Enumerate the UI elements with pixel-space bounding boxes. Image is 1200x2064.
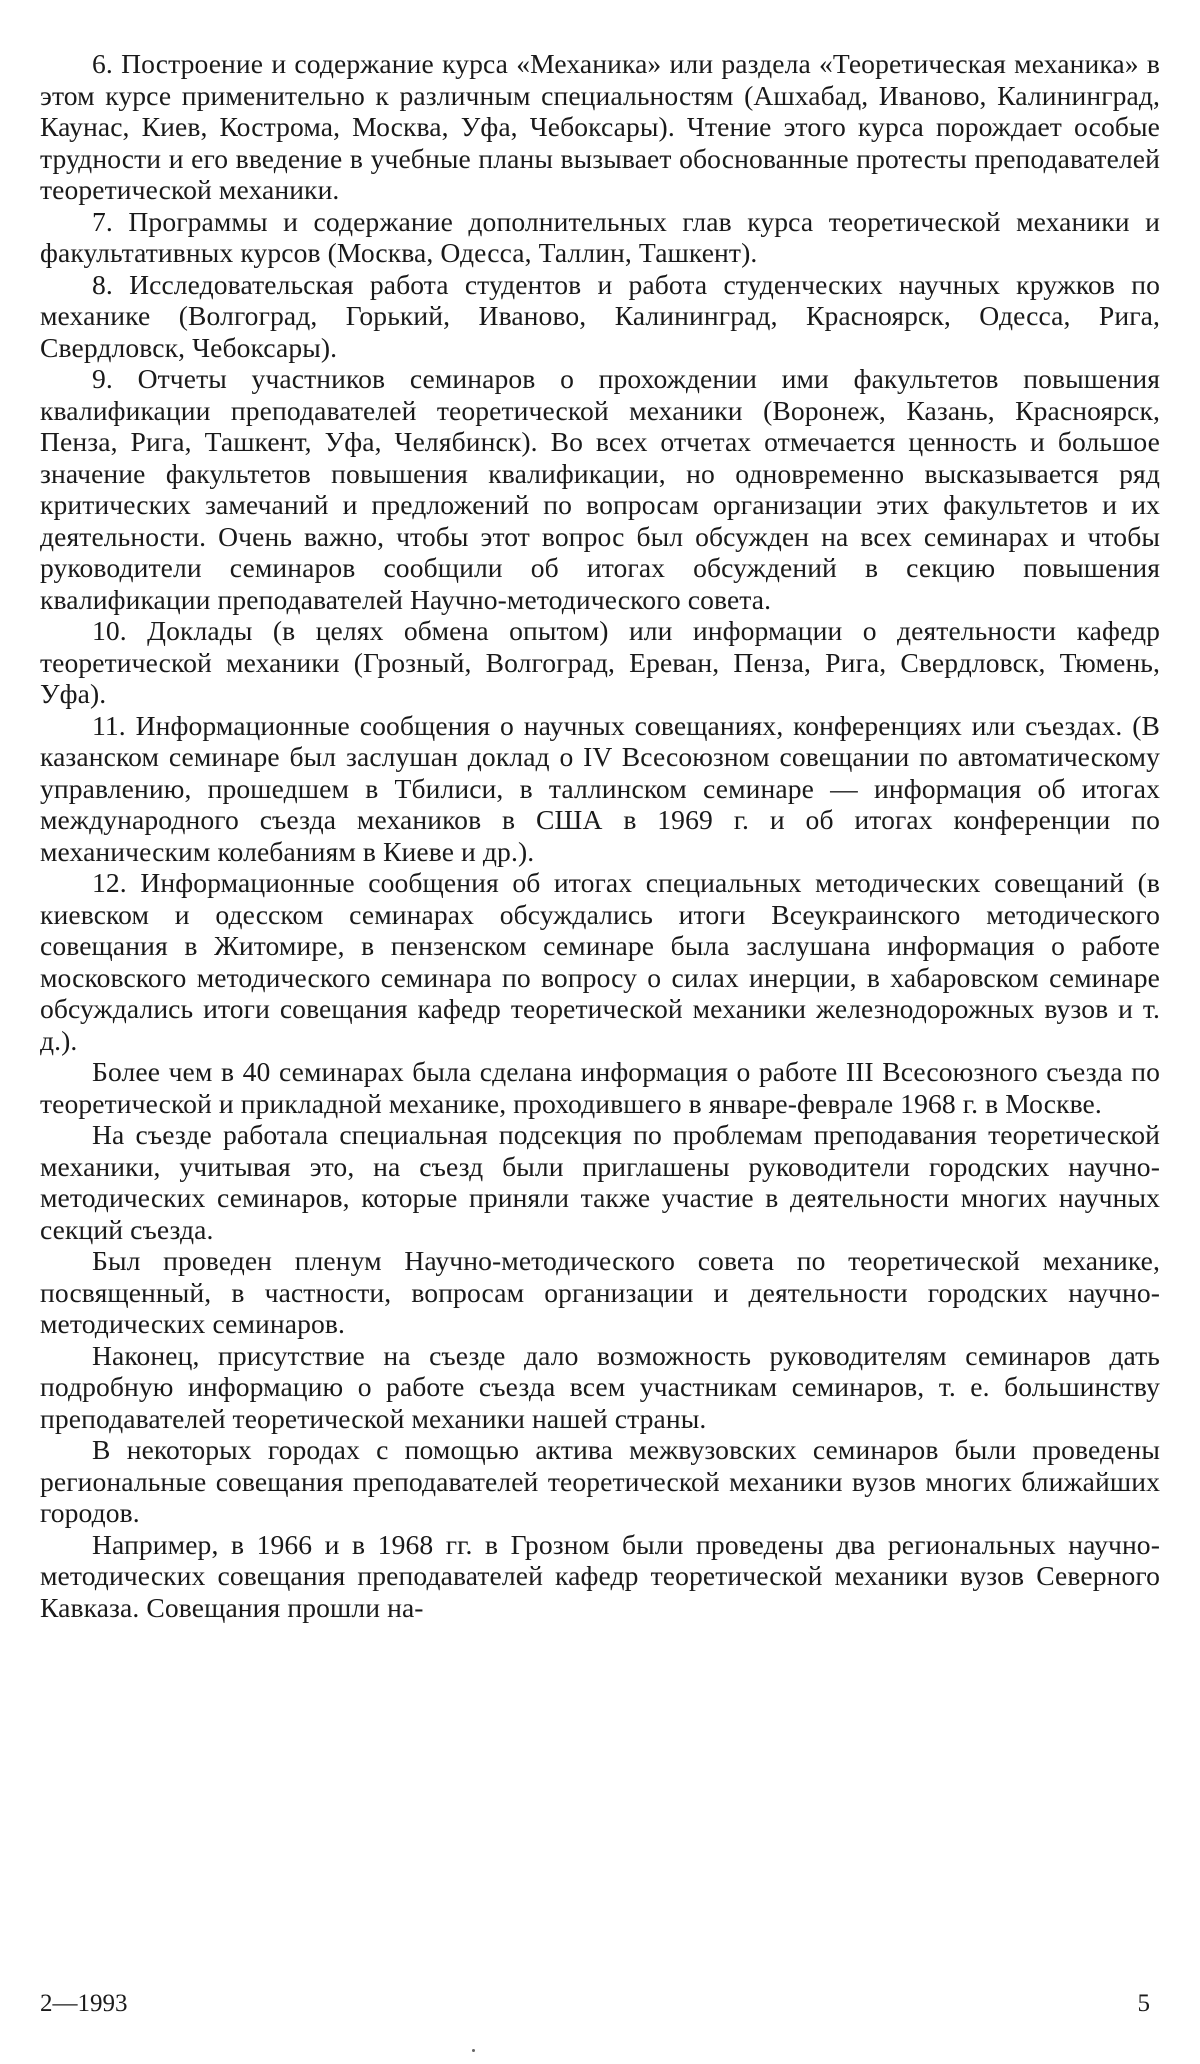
scan-speck — [472, 2049, 475, 2052]
paragraph-plenum: Был проведен пленум Научно-методического совета по теоретической механике, посвященный, в частности, вопросам организации и деятельности городских научно-методических семинаров. — [40, 1245, 1160, 1339]
paragraph-item-8: 8. Исследовательская работа студентов и работа студенческих научных кружков по механике (Волгоград, Горький, Иваново, Калининград, Красноярск, Одесса, Рига, Свердловск, Чебоксары). — [40, 268, 1160, 363]
paragraph-item-10: 10. Доклады (в целях обмена опытом) или информации о деятельности кафедр теоретической механики (Грозный, Волгоград, Ереван, Пенза, Рига, Свердловск, Тюмень, Уфа). — [40, 615, 1160, 709]
paragraph-congress-info: Более чем в 40 семинарах была сделана информация о работе III Всесоюзного съезда по теоретической и прикладной механике, проходившего в январе-феврале 1968 г. в Москве. — [40, 1056, 1160, 1119]
paragraph-item-6: 6. Построение и содержание курса «Механика» или раздела «Теоретическая механика» в этом курсе применительно к различным специальностям (Ашхабад, Иваново, Калининград, Каунас, Киев, Кострома, Москва, Уфа, Чебоксары). Чтение этого курса порождает особые трудности и его введение в учебные планы вызывает обоснованные протесты преподавателей теоретической механики. — [40, 48, 1160, 205]
page-number: 5 — [1137, 1990, 1150, 2017]
page-footer — [40, 1990, 1160, 2024]
paragraph-regional-meetings: В некоторых городах с помощью актива межвузовских семинаров были проведены региональные совещания преподавателей теоретической механики вузов многих ближайших городов. — [40, 1434, 1160, 1528]
paragraph-congress-subsection: На съезде работала специальная подсекция по проблемам преподавания теоретической механики, учитывая это, на съезд были приглашены руководители городских научно-методических семинаров, которые приняли также участие в деятельности многих научных секций съезда. — [40, 1119, 1160, 1245]
paragraph-item-7: 7. Программы и содержание дополнительных глав курса теоретической механики и факультативных курсов (Москва, Одесса, Таллин, Ташкент). — [40, 205, 1160, 268]
paragraph-congress-presence: Наконец, присутствие на съезде дало возможность руководителям семинаров дать подробную информацию о работе съезда всем участникам семинаров, т. е. большинству преподавателей теоретической механики нашей страны. — [40, 1339, 1160, 1434]
printer-signature: 2—1993 — [40, 1990, 128, 2017]
paragraph-item-12: 12. Информационные сообщения об итогах специальных методических совещаний (в киевском и одесском семинарах обсуждались итоги Всеукраинского методического совещания в Житомире, в пензенском семинаре была заслушана информация о работе московского методического семинара по вопросу о силах инерции, в хабаровском семинаре обсуждались итоги совещания кафедр теоретической механики железнодорожных вузов и т. д.). — [40, 867, 1160, 1056]
paragraph-item-11: 11. Информационные сообщения о научных совещаниях, конференциях или съездах. (В казанском семинаре был заслушан доклад о IV Всесоюзном совещании по автоматическому управлению, прошедшем в Тбилиси, в таллинском семинаре — информация об итогах международного съезда механиков в США в 1969 г. и об итогах конференции по механическим колебаниям в Киеве и др.). — [40, 709, 1160, 867]
page-text — [40, 48, 1160, 1623]
paragraph-grozny-example: Например, в 1966 и в 1968 гг. в Грозном были проведены два региональных научно-методических совещания преподавателей кафедр теоретической механики вузов Северного Кавказа. Совещания прошли на- — [40, 1528, 1160, 1623]
paragraph-item-9: 9. Отчеты участников семинаров о прохождении ими факультетов повышения квалификации преподавателей теоретической механики (Воронеж, Казань, Красноярск, Пенза, Рига, Ташкент, Уфа, Челябинск). Во всех отчетах отмечается ценность и большое значение факультетов повышения квалификации, но одновременно высказывается ряд критических замечаний и предложений по вопросам организации этих факультетов и их деятельности. Очень важно, чтобы этот вопрос был обсужден на всех семинарах и чтобы руководители семинаров сообщили об итогах обсуждений в секцию повышения квалификации преподавателей Научно-методического совета. — [40, 363, 1160, 615]
